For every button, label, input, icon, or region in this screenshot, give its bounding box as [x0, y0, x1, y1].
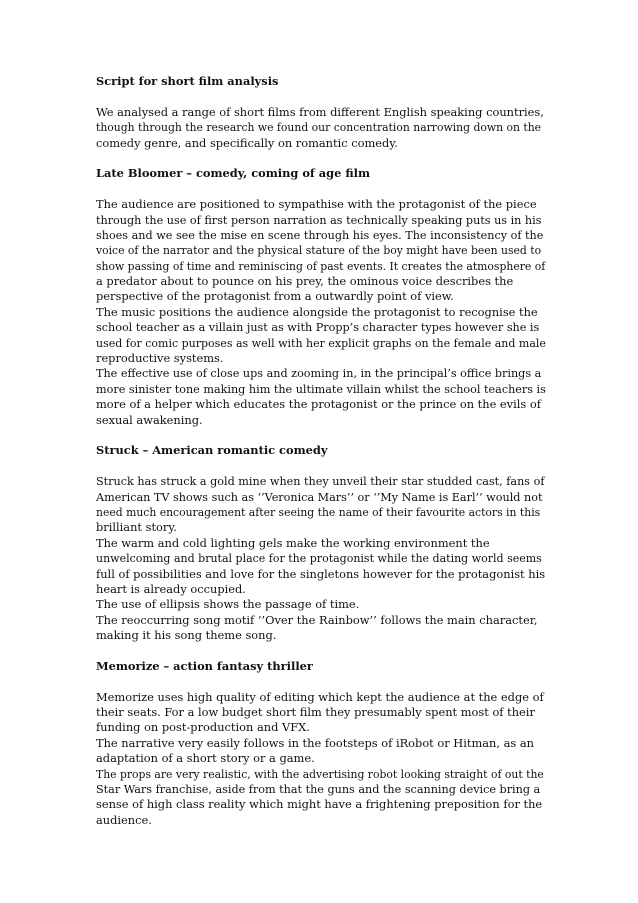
paragraph-line: through the use of first person narration as technically speaking puts us in his: [96, 213, 542, 227]
paragraph-line: Memorize uses high quality of editing which kept the audience at the edge of: [96, 689, 544, 704]
paragraph-line: more of a helper which educates the protagonist or the prince on the evils of: [96, 397, 541, 412]
spacer: [96, 459, 546, 474]
section-heading-struck: Struck – American romantic comedy: [96, 443, 328, 458]
paragraph-line: sexual awakening.: [96, 412, 203, 427]
paragraph-line: brilliant story.: [96, 520, 177, 535]
spacer: [96, 643, 546, 658]
intro-line: though through the research we found our concentration narrowing down on the: [96, 121, 542, 135]
paragraph-line: The audience are positioned to sympathise with the protagonist of the piece: [96, 197, 537, 212]
paragraph-line: making it his song theme song.: [96, 628, 277, 643]
spacer: [96, 674, 546, 689]
paragraph-line: shoes and we see the mise en scene through his eyes. The inconsistency of the: [96, 228, 544, 242]
intro-line: We analysed a range of short films from different English speaking countries,: [96, 104, 544, 119]
spacer: [96, 182, 546, 197]
spacer: [96, 89, 546, 104]
document-page: [96, 74, 546, 828]
paragraph-line: audience.: [96, 812, 152, 827]
paragraph-line: adaptation of a short story or a game.: [96, 751, 315, 766]
paragraph-line: The music positions the audience alongside the protagonist to recognise the: [96, 304, 538, 319]
paragraph-line: unwelcoming and brutal place for the protagonist while the dating world seems: [96, 552, 542, 566]
paragraph-line: used for comic purposes as well with her explicit graphs on the female and male: [96, 336, 546, 350]
spacer: [96, 428, 546, 443]
paragraph-line: voice of the narrator and the physical stature of the boy might have been used to: [96, 244, 542, 258]
paragraph-line: full of possibilities and love for the singletons however for the protagonist his: [96, 566, 546, 581]
paragraph-line: The props are very realistic, with the advertising robot looking straight of out the: [96, 767, 544, 781]
paragraph-line: show passing of time and reminiscing of past events. It creates the atmosphere of: [96, 259, 546, 273]
paragraph-line: perspective of the protagonist from a outwardly point of view.: [96, 289, 454, 304]
paragraph-line: The effective use of close ups and zooming in, in the principal’s office brings a: [96, 367, 542, 381]
paragraph-line: The reoccurring song motif ‘’Over the Rainbow’’ follows the main character,: [96, 612, 538, 627]
paragraph-line: funding on post-production and VFX.: [96, 720, 310, 735]
paragraph-line: their seats. For a low budget short film they presumably spent most of their: [96, 705, 535, 720]
paragraph-line: sense of high class reality which might have a frightening preposition for the: [96, 797, 543, 812]
section-heading-memorize: Memorize – action fantasy thriller: [96, 658, 313, 673]
section-heading-late-bloomer: Late Bloomer – comedy, coming of age film: [96, 166, 371, 181]
paragraph-line: Struck has struck a gold mine when they unveil their star studded cast, fans of: [96, 475, 545, 489]
paragraph-line: more sinister tone making him the ultimate villain whilst the school teachers is: [96, 382, 546, 396]
paragraph-line: a predator about to pounce on his prey, the ominous voice describes the: [96, 274, 514, 289]
paragraph-line: need much encouragement after seeing the name of their favourite actors in this: [96, 505, 541, 519]
paragraph-line: school teacher as a villain just as with Propp’s character types however she is: [96, 321, 540, 335]
paragraph-line: heart is already occupied.: [96, 581, 246, 596]
paragraph-line: reproductive systems.: [96, 351, 224, 366]
paragraph-line: Star Wars franchise, aside from that the guns and the scanning device bring a: [96, 782, 541, 796]
paragraph-line: American TV shows such as ‘’Veronica Mars’’ or ‘’My Name is Earl’’ would not: [96, 490, 543, 504]
document-title: Script for short film analysis: [96, 74, 279, 88]
paragraph-line: The narrative very easily follows in the footsteps of iRobot or Hitman, as an: [96, 735, 535, 750]
paragraph-line: The use of ellipsis shows the passage of time.: [96, 597, 360, 612]
spacer: [96, 151, 546, 166]
paragraph-line: The warm and cold lighting gels make the working environment the: [96, 535, 490, 550]
intro-line: comedy genre, and specifically on romantic comedy.: [96, 135, 398, 150]
